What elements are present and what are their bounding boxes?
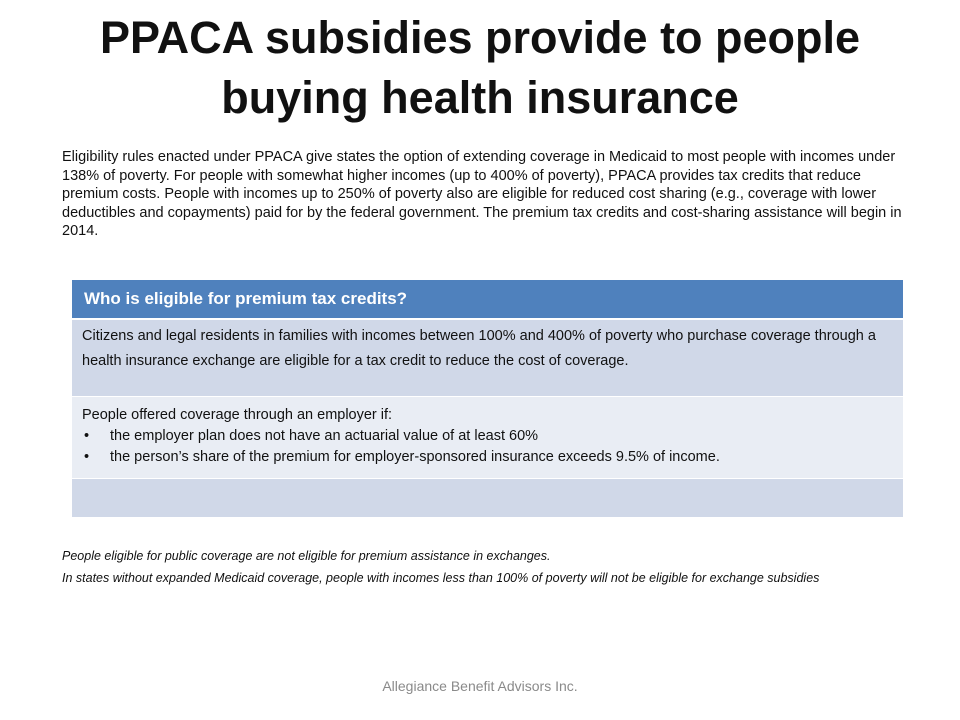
list-item xyxy=(82,426,893,447)
footer-company: Allegiance Benefit Advisors Inc. xyxy=(382,678,578,694)
intro-paragraph: Eligibility rules enacted under PPACA give states the option of extending coverage in Medicaid to most people with incomes under 138% of poverty. For people with somewhat higher incomes (up to 400% of poverty), PPACA provides tax credits that reduce premium costs. People with incomes up to 250% of poverty also are eligible for reduced cost sharing (e.g., coverage with lower deductibles and copayments) paid for by the federal government. The premium tax credits and cost-sharing assistance will begin in 2014. xyxy=(62,149,902,239)
table-row xyxy=(72,319,903,397)
list-item xyxy=(82,447,893,468)
table-header: Who is eligible for premium tax credits? xyxy=(72,280,903,319)
employer-coverage-cell xyxy=(72,397,903,479)
list-item-text: the person’s share of the premium for employer-sponsored insurance exceeds 9.5% of income. xyxy=(110,449,720,465)
table-header-row xyxy=(72,280,903,319)
eligibility-table xyxy=(72,280,903,518)
footnote-public-coverage: People eligible for public coverage are not eligible for premium assistance in exchanges. xyxy=(62,549,551,563)
employer-conditions-list xyxy=(82,426,893,468)
slide-title: PPACA subsidies provide to people buying health insurance xyxy=(99,12,861,123)
footnote-medicaid-states: In states without expanded Medicaid coverage, people with incomes less than 100% of poverty will not be eligible for exchange subsidies xyxy=(62,571,820,585)
bullet-icon: • xyxy=(84,428,90,444)
employer-coverage-lead: People offered coverage through an employer if: xyxy=(82,407,393,423)
list-item-text: the employer plan does not have an actuarial value of at least 60% xyxy=(110,428,539,444)
income-eligibility-cell: Citizens and legal residents in families with incomes between 100% and 400% of poverty who purchase coverage through a health insurance exchange are eligible for a tax credit to reduce the cost of coverage. xyxy=(72,319,903,397)
empty-cell xyxy=(72,479,903,518)
table-row xyxy=(72,397,903,479)
table-row xyxy=(72,479,903,518)
bullet-icon: • xyxy=(84,449,90,465)
